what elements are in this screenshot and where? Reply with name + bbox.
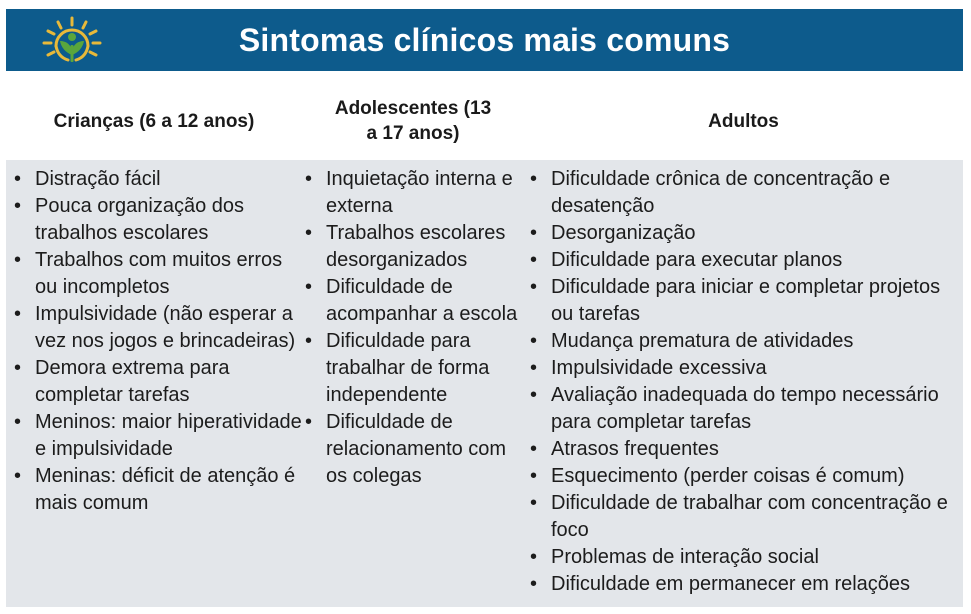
list-item: • Meninos: maior hiperatividade e impulsividade <box>12 409 302 463</box>
children-symptom-list <box>12 166 302 517</box>
symptoms-table-body <box>6 160 963 607</box>
list-item: • Dificuldade crônica de concentração e desatenção <box>528 166 963 220</box>
list-item: • Impulsividade excessiva <box>528 355 963 382</box>
list-item: • Inquietação interna e externa <box>303 166 523 220</box>
list-item: • Dificuldade de trabalhar com concentração e foco <box>528 490 963 544</box>
adolescents-symptom-list <box>303 166 523 490</box>
sun-sprout-logo-icon <box>40 15 104 65</box>
list-item: • Problemas de interação social <box>528 544 963 571</box>
list-item: • Impulsividade (não esperar a vez nos jogos e brincadeiras) <box>12 301 302 355</box>
list-item: • Dificuldade para executar planos <box>528 247 963 274</box>
adults-symptom-list <box>528 166 963 598</box>
list-item: • Dificuldade de relacionamento com os colegas <box>303 409 523 490</box>
page-title: Sintomas clínicos mais comuns <box>238 21 731 58</box>
column-headers <box>6 88 963 154</box>
header-adults: Adultos <box>708 110 779 132</box>
list-item: • Mudança prematura de atividades <box>528 328 963 355</box>
list-item: • Pouca organização dos trabalhos escolares <box>12 193 302 247</box>
header-adolescents <box>302 88 524 154</box>
list-item: • Atrasos frequentes <box>528 436 963 463</box>
list-item: • Dificuldade em permanecer em relações <box>528 571 963 598</box>
list-item: • Avaliação inadequada do tempo necessário para completar tarefas <box>528 382 963 436</box>
header-adolescents-label: Adolescentes (13 a 17 anos) <box>334 98 492 144</box>
list-item: • Esquecimento (perder coisas é comum) <box>528 463 963 490</box>
header-children: Crianças (6 a 12 anos) <box>53 110 255 132</box>
list-item: • Dificuldade para trabalhar de forma independente <box>303 328 523 409</box>
list-item: • Meninas: déficit de atenção é mais comum <box>12 463 302 517</box>
list-item: • Demora extrema para completar tarefas <box>12 355 302 409</box>
title-banner <box>6 9 963 71</box>
list-item: • Distração fácil <box>12 166 302 193</box>
list-item: • Trabalhos com muitos erros ou incompletos <box>12 247 302 301</box>
list-item: • Trabalhos escolares desorganizados <box>303 220 523 274</box>
list-item: • Desorganização <box>528 220 963 247</box>
list-item: • Dificuldade de acompanhar a escola <box>303 274 523 328</box>
list-item: • Dificuldade para iniciar e completar projetos ou tarefas <box>528 274 963 328</box>
